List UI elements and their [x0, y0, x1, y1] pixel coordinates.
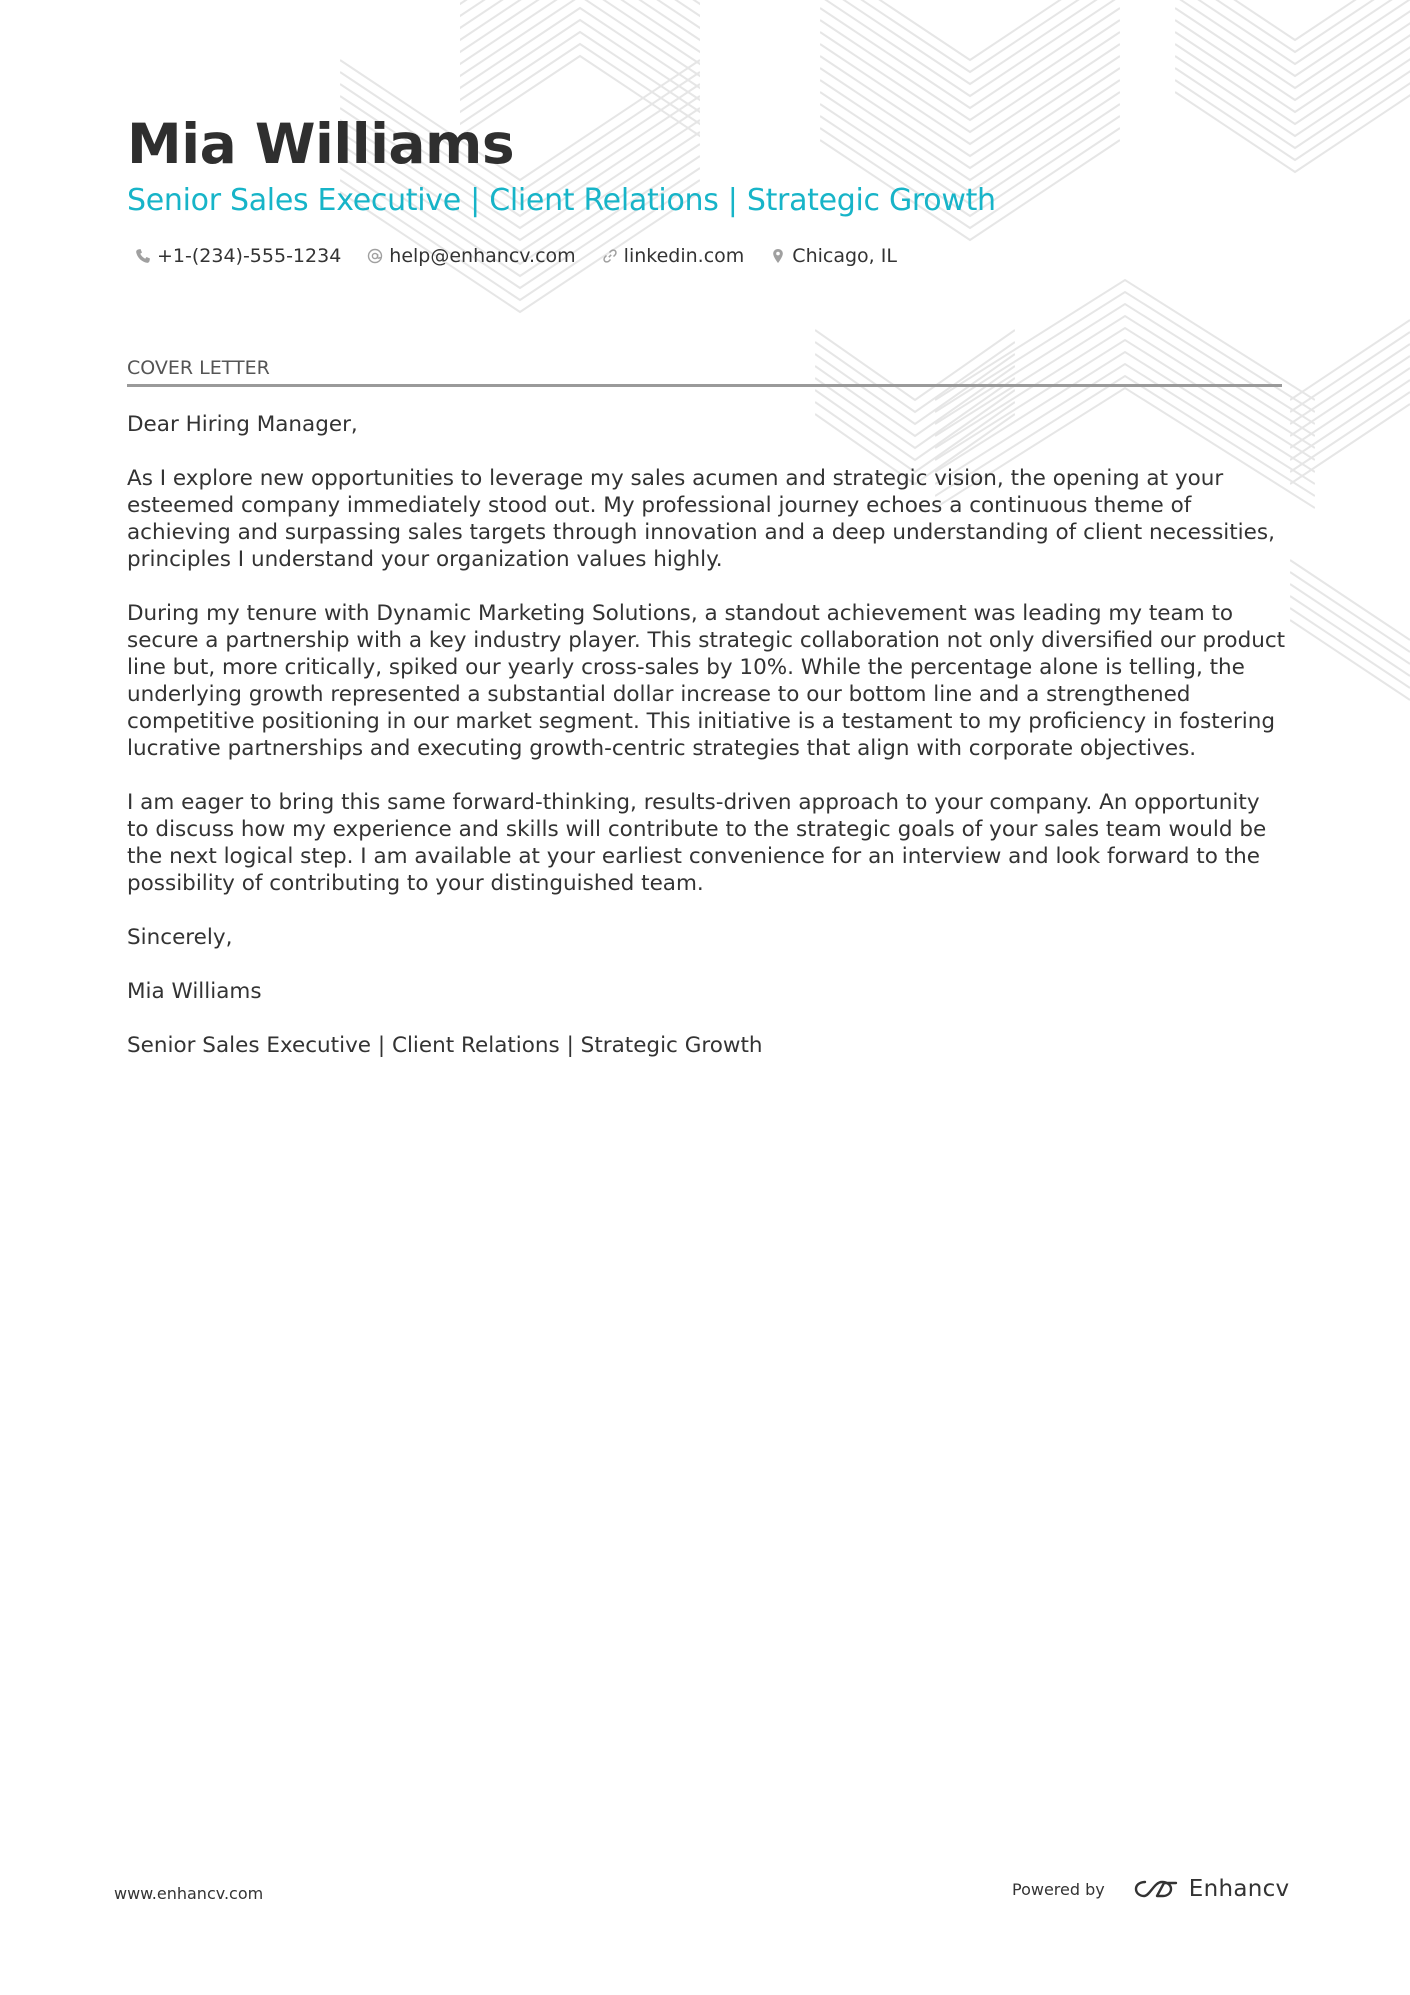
applicant-headline: Senior Sales Executive | Client Relations | Strategic Growth: [127, 183, 996, 218]
location-pin-icon: [770, 248, 786, 264]
signature-name: Mia Williams: [127, 979, 262, 1004]
signature-title: Senior Sales Executive | Client Relations | Strategic Growth: [127, 1033, 763, 1058]
contact-bar: [135, 245, 923, 267]
applicant-name: Mia Williams: [127, 112, 515, 176]
letter-paragraph: During my tenure with Dynamic Marketing Solutions, a standout achievement was leading my team to secure a partnership with a key industry player. This strategic collaboration not only diversified our product line but, more critically, spiked our yearly cross-sales by 10%. While the percentage alone is telling, the underlying growth represented a substantial dollar increase to our bottom line and a strengthened competitive positioning in our market segment. This initiative is a testament to my proficiency in fostering lucrative partnerships and executing growth-centric strategies that align with corporate objectives.: [127, 601, 1286, 761]
letter-paragraph: As I explore new opportunities to leverage my sales acumen and strategic vision, the opening at your esteemed company immediately stood out. My professional journey echoes a continuous theme of achieving and surpassing sales targets through innovation and a deep understanding of client necessities, principles I understand your organization values highly.: [127, 466, 1275, 572]
contact-linkedin[interactable]: [602, 245, 745, 267]
contact-linkedin-text: linkedin.com: [623, 245, 745, 267]
at-icon: [367, 248, 383, 264]
contact-phone[interactable]: [135, 245, 341, 267]
letter-closing: Sincerely,: [127, 925, 233, 950]
contact-email-text: help@enhancv.com: [389, 245, 576, 267]
contact-email[interactable]: [367, 245, 575, 267]
powered-by-label: Powered by: [1012, 1879, 1105, 1899]
contact-location: [770, 245, 897, 267]
phone-icon: [135, 248, 151, 264]
footer-website-link[interactable]: www.enhancv.com: [114, 1884, 264, 1903]
contact-location-text: Chicago, IL: [792, 245, 897, 267]
enhancv-logo-icon: [1133, 1877, 1179, 1901]
brand-name: Enhancv: [1188, 1876, 1290, 1902]
letter-body: [127, 411, 1287, 1086]
letter-paragraph: I am eager to bring this same forward-thinking, results-driven approach to your company. An opportunity to discuss how my experience and skills will contribute to the strategic goals of your sales team would be the next logical step. I am available at your earliest convenience for an interview and look forward to the possibility of contributing to your distinguished team.: [127, 790, 1267, 896]
footer-branding: [1012, 1876, 1289, 1902]
link-icon: [602, 248, 618, 264]
section-title: COVER LETTER: [127, 357, 1282, 387]
contact-phone-text: +1-(234)-555-1234: [157, 245, 342, 267]
letter-greeting: Dear Hiring Manager,: [127, 412, 358, 437]
